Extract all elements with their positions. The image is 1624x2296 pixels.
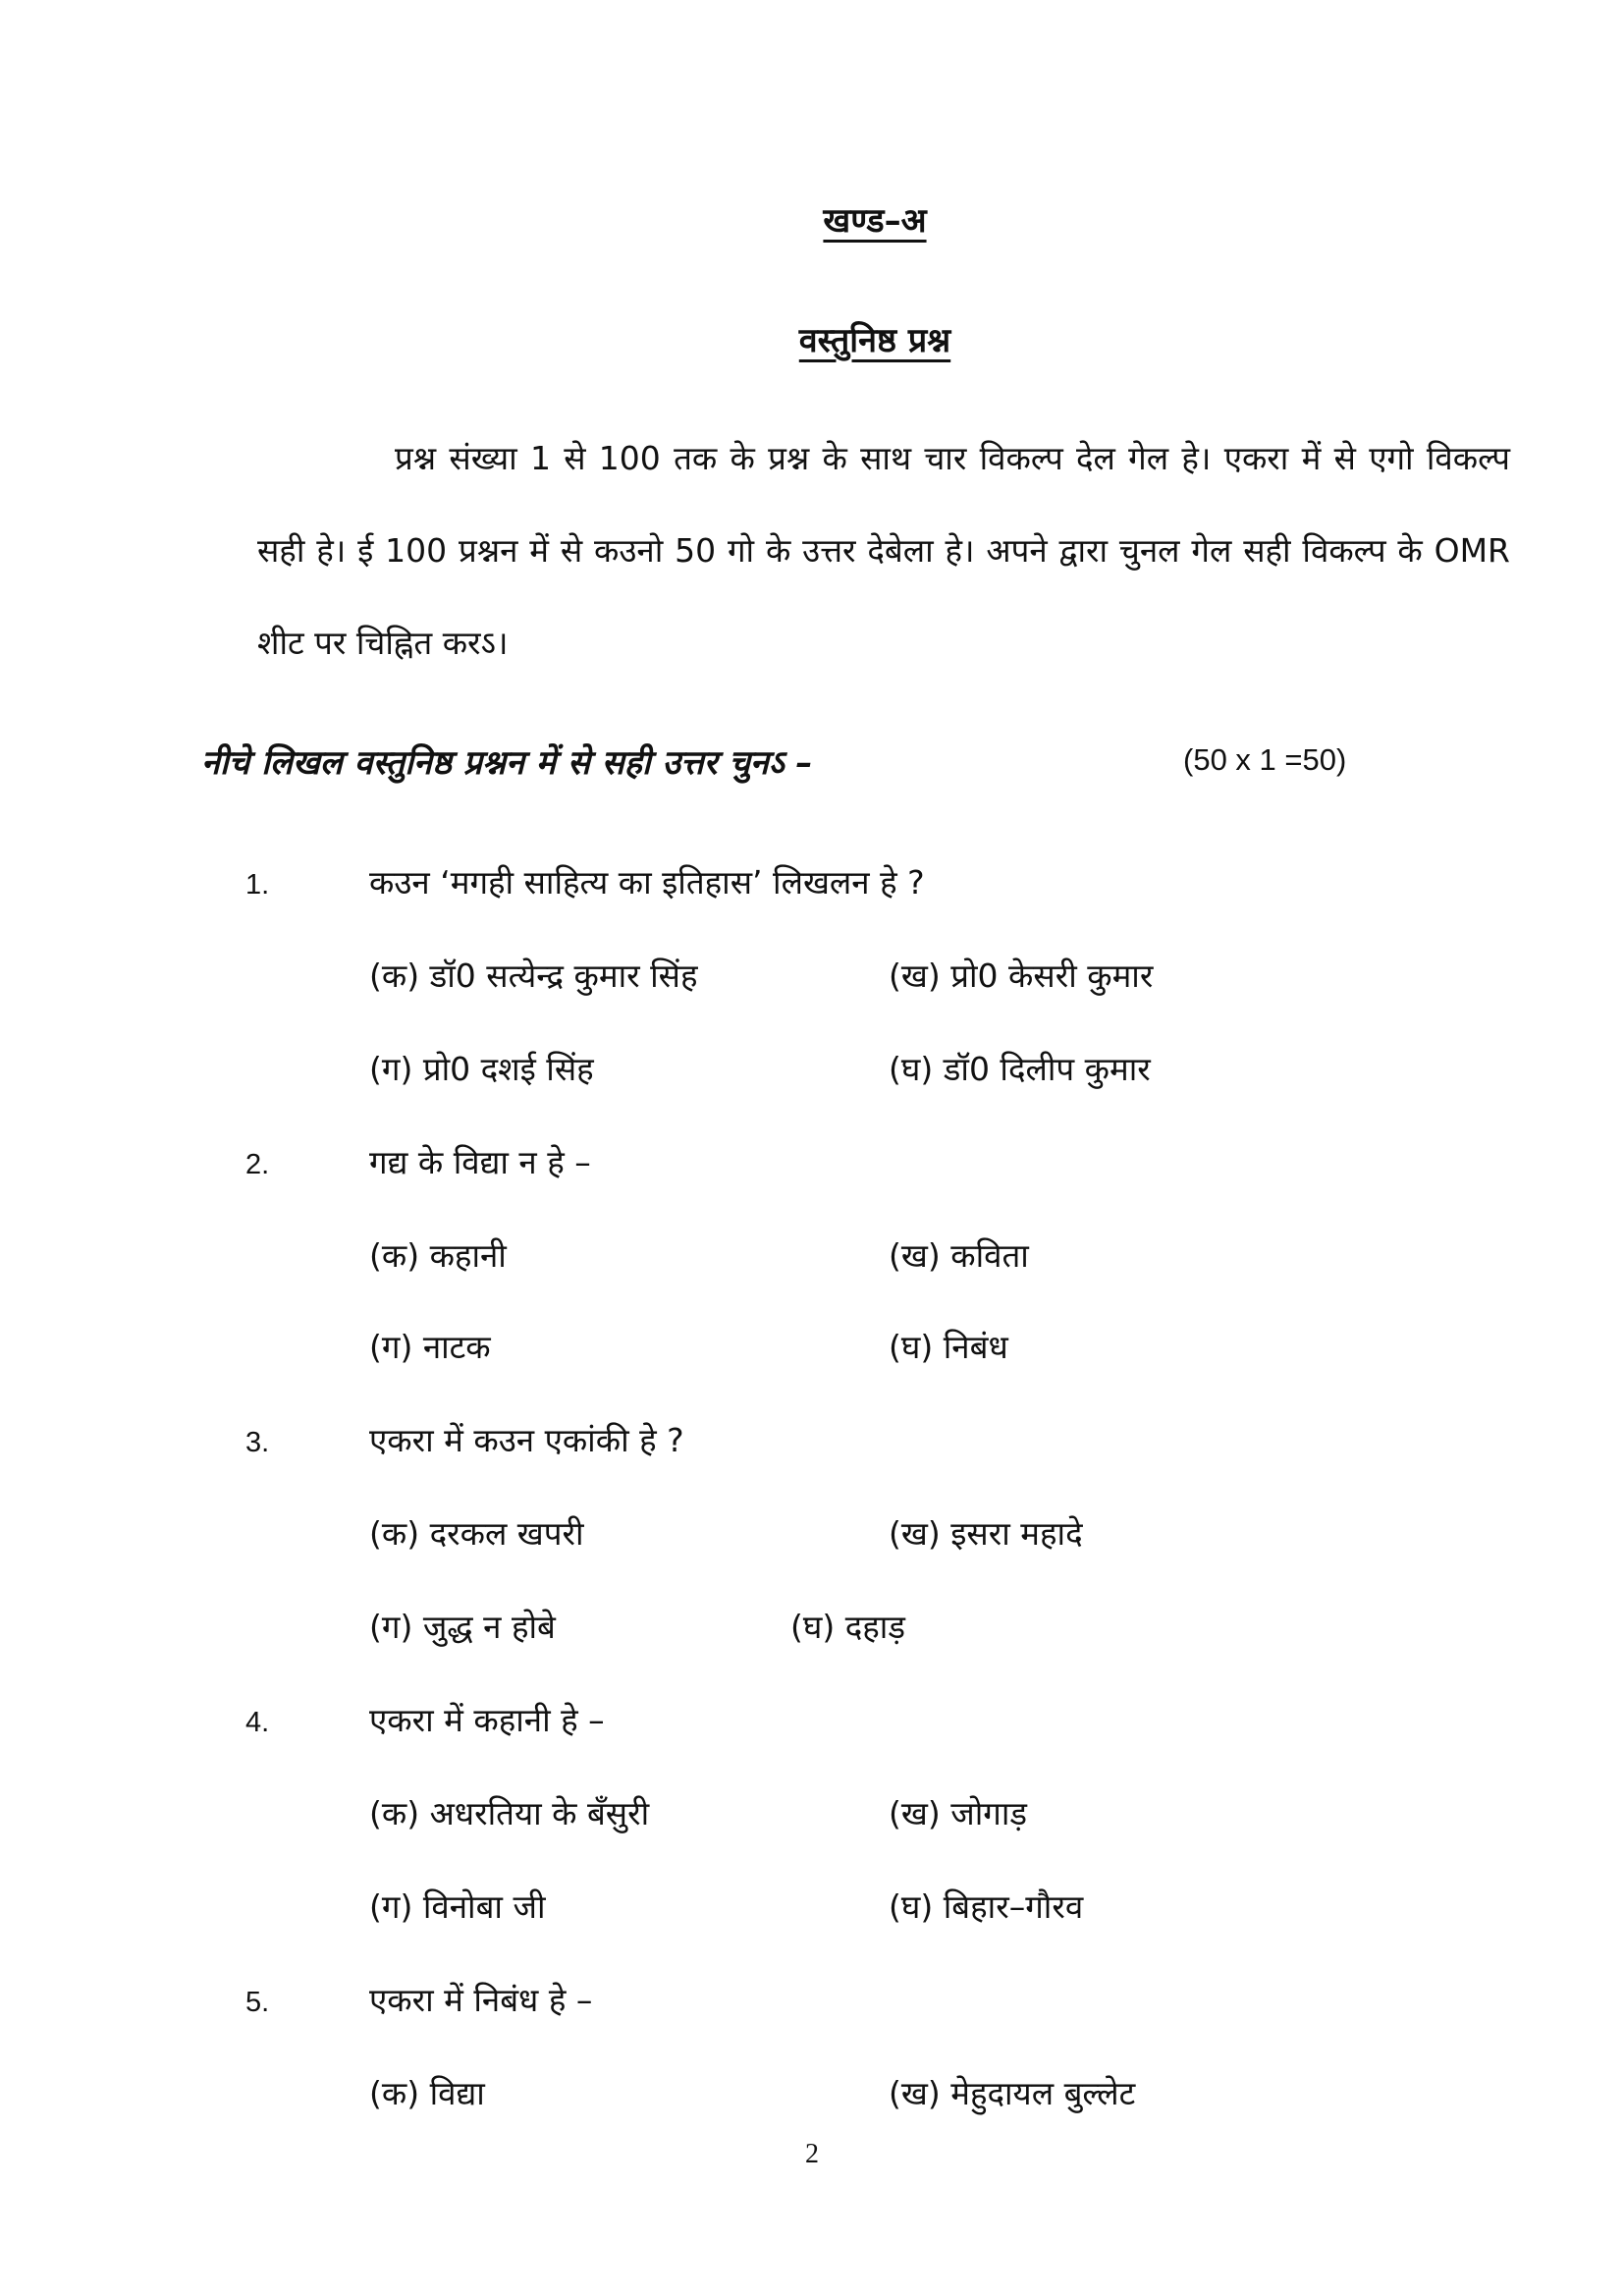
question-text: एकरा में कहानी हे – (369, 1701, 605, 1739)
question-number: 1. (245, 869, 270, 901)
option-a: (क) दरकल खपरी (369, 1514, 584, 1553)
option-b: (ख) प्रो0 केसरी कुमार (889, 957, 1154, 995)
question-number: 3. (245, 1427, 270, 1458)
option-b: (ख) मेहुदायल बुल्लेट (889, 2074, 1136, 2112)
question-text: एकरा में कउन एकांकी हे ? (369, 1421, 684, 1459)
option-d: (घ) डॉ0 दिलीप कुमार (889, 1050, 1151, 1088)
option-a: (क) अधरतिया के बँसुरी (369, 1794, 650, 1832)
option-b: (ख) इसरा महादे (889, 1514, 1083, 1553)
section-title: खण्ड–अ (823, 201, 927, 241)
question-text: एकरा में निबंध हे – (369, 1981, 593, 2019)
question-text: गद्य के विद्या न हे – (369, 1143, 591, 1181)
marks-label: (50 x 1 =50) (1183, 742, 1347, 777)
page-number: 2 (805, 2139, 819, 2169)
question-number: 4. (245, 1707, 270, 1738)
option-c: (ग) प्रो0 दशई सिंह (369, 1050, 594, 1088)
directive-text: नीचे लिखल वस्तुनिष्ठ प्रश्नन में से सही उत्तर चुनऽ – (201, 743, 813, 783)
instructions-paragraph (257, 412, 1510, 689)
option-a: (क) डॉ0 सत्येन्द्र कुमार सिंह (369, 957, 698, 995)
option-c: (ग) विनोबा जी (369, 1887, 546, 1926)
option-d: (घ) दहाड़ (790, 1608, 905, 1646)
question-number: 2. (245, 1149, 270, 1180)
option-a: (क) कहानी (369, 1236, 507, 1275)
question-number: 5. (245, 1987, 270, 2018)
option-b: (ख) कविता (889, 1236, 1029, 1275)
option-a: (क) विद्या (369, 2074, 485, 2112)
question-text: कउन ‘मगही साहित्य का इतिहास’ लिखलन हे ? (369, 863, 925, 902)
option-d: (घ) निबंध (889, 1328, 1008, 1366)
instructions-text: प्रश्न संख्या 1 से 100 तक के प्रश्न के साथ चार विकल्प देल गेल हे। एकरा में से एगो विकल्प सही हे। ई 100 प्रश्नन में से कउनो 50 गो के उत्तर देबेला हे। अपने द्वारा चुनल गेल सही विकल्प के OMR शीट पर चिह्नित करऽ। (257, 439, 1510, 662)
option-d: (घ) बिहार–गौरव (889, 1887, 1084, 1926)
option-c: (ग) नाटक (369, 1328, 491, 1366)
option-c: (ग) जुद्ध न होबे (369, 1608, 556, 1646)
section-subtitle: वस्तुनिष्ठ प्रश्न (798, 321, 951, 360)
option-b: (ख) जोगाड़ (889, 1794, 1028, 1832)
